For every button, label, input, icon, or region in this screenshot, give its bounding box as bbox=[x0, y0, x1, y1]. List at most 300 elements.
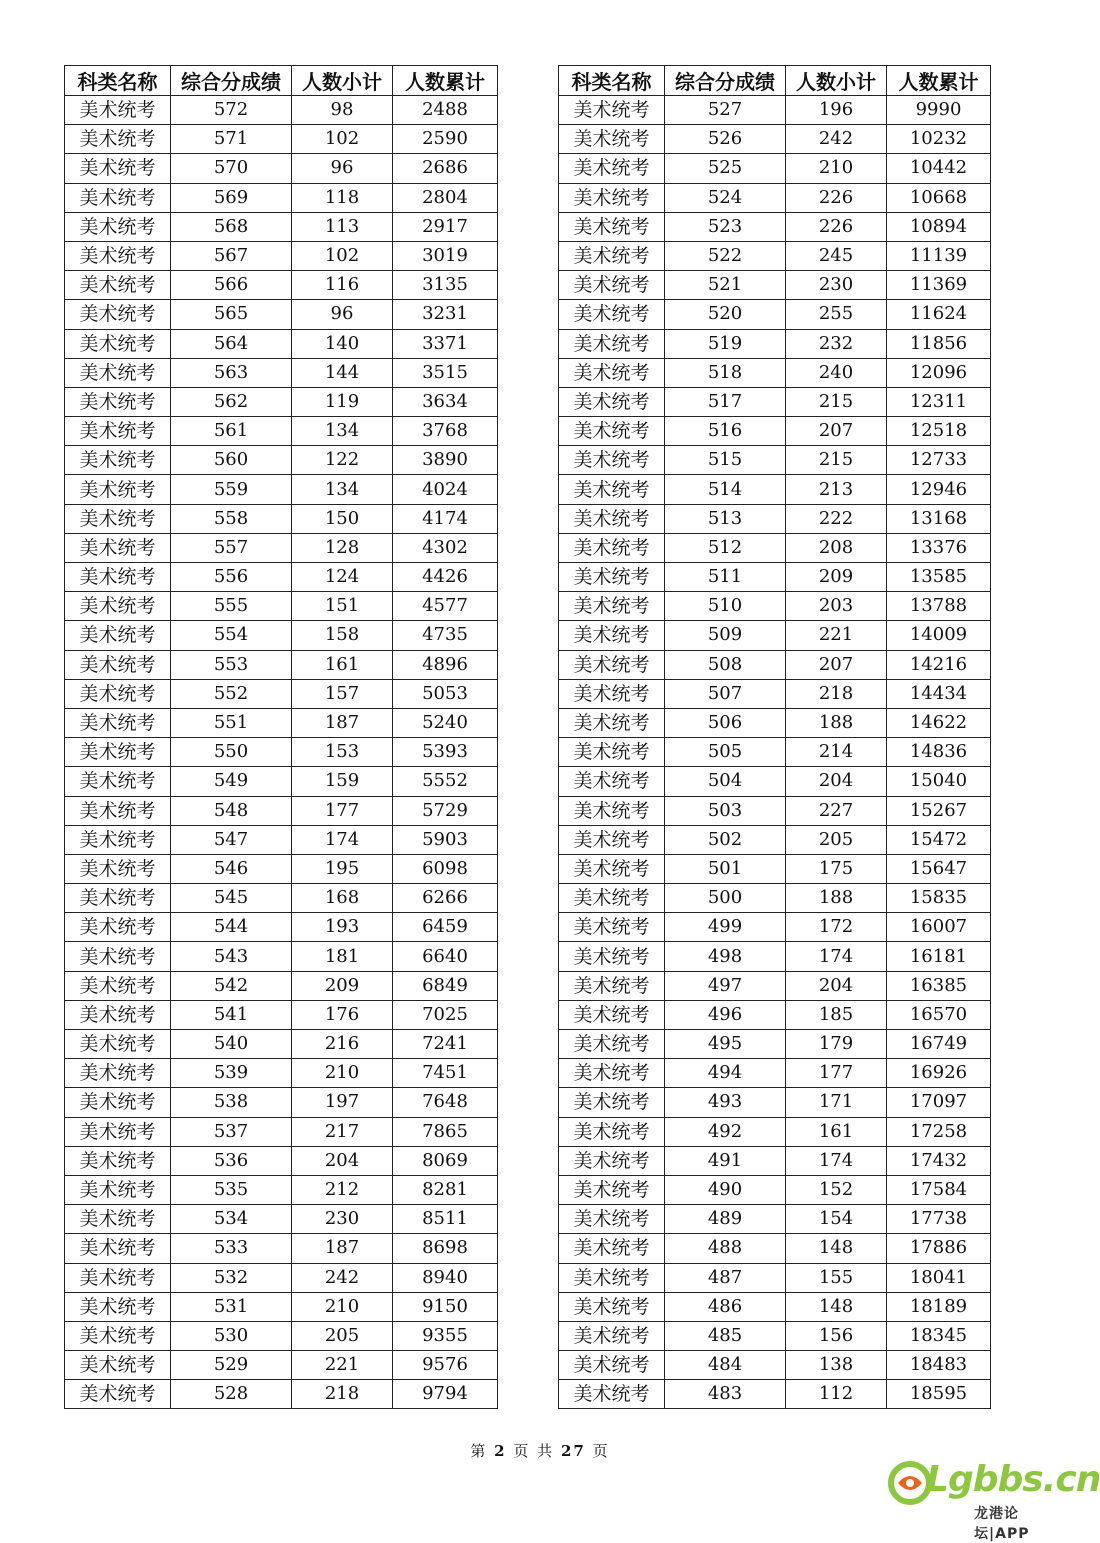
cell-score: 499 bbox=[665, 913, 786, 942]
cell-count: 144 bbox=[292, 358, 393, 387]
cell-category: 美术统考 bbox=[559, 1321, 665, 1350]
cell-count: 221 bbox=[292, 1351, 393, 1380]
cell-count: 128 bbox=[292, 533, 393, 562]
cell-score: 540 bbox=[171, 1030, 292, 1059]
cell-score: 546 bbox=[171, 854, 292, 883]
table-row bbox=[559, 329, 991, 358]
cell-category: 美术统考 bbox=[559, 592, 665, 621]
cell-count: 153 bbox=[292, 738, 393, 767]
cell-count: 204 bbox=[786, 971, 887, 1000]
cell-count: 113 bbox=[292, 212, 393, 241]
cell-count: 226 bbox=[786, 183, 887, 212]
cell-category: 美术统考 bbox=[65, 329, 171, 358]
cell-category: 美术统考 bbox=[65, 1000, 171, 1029]
cell-count: 221 bbox=[786, 621, 887, 650]
table-row bbox=[559, 650, 991, 679]
table-row bbox=[65, 942, 498, 971]
cell-category: 美术统考 bbox=[65, 1380, 171, 1409]
cell-count: 124 bbox=[292, 563, 393, 592]
table-row bbox=[65, 1088, 498, 1117]
cell-count: 204 bbox=[292, 1146, 393, 1175]
cell-category: 美术统考 bbox=[65, 971, 171, 1000]
cell-category: 美术统考 bbox=[65, 154, 171, 183]
cell-count: 215 bbox=[786, 387, 887, 416]
cell-score: 566 bbox=[171, 271, 292, 300]
table-row bbox=[65, 738, 498, 767]
cell-count: 171 bbox=[786, 1088, 887, 1117]
table-row bbox=[65, 1146, 498, 1175]
cell-score: 523 bbox=[665, 212, 786, 241]
table-row bbox=[559, 1263, 991, 1292]
cell-cumulative: 16007 bbox=[887, 913, 991, 942]
table-row bbox=[559, 913, 991, 942]
table-row bbox=[559, 1059, 991, 1088]
cell-score: 501 bbox=[665, 854, 786, 883]
table-row bbox=[65, 767, 498, 796]
column-header-cumulative: 人数累计 bbox=[393, 66, 498, 96]
cell-cumulative: 5729 bbox=[393, 796, 498, 825]
table-row bbox=[65, 971, 498, 1000]
cell-category: 美术统考 bbox=[559, 125, 665, 154]
cell-category: 美术统考 bbox=[65, 96, 171, 125]
cell-cumulative: 3135 bbox=[393, 271, 498, 300]
cell-count: 204 bbox=[786, 767, 887, 796]
cell-score: 565 bbox=[171, 300, 292, 329]
cell-count: 102 bbox=[292, 125, 393, 154]
table-row bbox=[65, 1292, 498, 1321]
table-row bbox=[65, 212, 498, 241]
cell-cumulative: 13585 bbox=[887, 563, 991, 592]
cell-count: 134 bbox=[292, 417, 393, 446]
cell-cumulative: 5053 bbox=[393, 679, 498, 708]
column-header-score: 综合分成绩 bbox=[171, 66, 292, 96]
cell-category: 美术统考 bbox=[65, 913, 171, 942]
cell-cumulative: 9355 bbox=[393, 1321, 498, 1350]
cell-score: 562 bbox=[171, 387, 292, 416]
cell-cumulative: 8698 bbox=[393, 1234, 498, 1263]
cell-count: 158 bbox=[292, 621, 393, 650]
cell-category: 美术统考 bbox=[559, 446, 665, 475]
cell-cumulative: 17258 bbox=[887, 1117, 991, 1146]
cell-count: 122 bbox=[292, 446, 393, 475]
cell-cumulative: 6266 bbox=[393, 884, 498, 913]
cell-score: 563 bbox=[171, 358, 292, 387]
cell-category: 美术统考 bbox=[65, 533, 171, 562]
cell-count: 209 bbox=[292, 971, 393, 1000]
table-row bbox=[65, 884, 498, 913]
cell-score: 522 bbox=[665, 241, 786, 270]
cell-category: 美术统考 bbox=[65, 1117, 171, 1146]
cell-count: 205 bbox=[292, 1321, 393, 1350]
cell-score: 537 bbox=[171, 1117, 292, 1146]
table-row bbox=[65, 96, 498, 125]
table-row bbox=[559, 1146, 991, 1175]
cell-score: 548 bbox=[171, 796, 292, 825]
table-row bbox=[65, 854, 498, 883]
cell-cumulative: 4174 bbox=[393, 504, 498, 533]
cell-score: 510 bbox=[665, 592, 786, 621]
table-row bbox=[559, 1088, 991, 1117]
cell-count: 119 bbox=[292, 387, 393, 416]
cell-category: 美术统考 bbox=[65, 475, 171, 504]
column-header-score: 综合分成绩 bbox=[665, 66, 786, 96]
cell-score: 550 bbox=[171, 738, 292, 767]
cell-category: 美术统考 bbox=[65, 446, 171, 475]
cell-count: 159 bbox=[292, 767, 393, 796]
cell-cumulative: 16926 bbox=[887, 1059, 991, 1088]
cell-count: 150 bbox=[292, 504, 393, 533]
table-row bbox=[559, 563, 991, 592]
table-row bbox=[65, 708, 498, 737]
cell-score: 556 bbox=[171, 563, 292, 592]
cell-category: 美术统考 bbox=[65, 125, 171, 154]
cell-score: 567 bbox=[171, 241, 292, 270]
cell-cumulative: 14434 bbox=[887, 679, 991, 708]
watermark-logo-text: Lgbbs.cn bbox=[926, 1459, 1100, 1500]
cell-category: 美术统考 bbox=[559, 1234, 665, 1263]
cell-category: 美术统考 bbox=[65, 1146, 171, 1175]
cell-category: 美术统考 bbox=[559, 1146, 665, 1175]
cell-count: 226 bbox=[786, 212, 887, 241]
cell-count: 242 bbox=[292, 1263, 393, 1292]
table-row bbox=[65, 1175, 498, 1204]
cell-count: 138 bbox=[786, 1351, 887, 1380]
cell-category: 美术统考 bbox=[559, 1292, 665, 1321]
cell-cumulative: 15472 bbox=[887, 825, 991, 854]
cell-category: 美术统考 bbox=[559, 1030, 665, 1059]
cell-category: 美术统考 bbox=[559, 884, 665, 913]
cell-score: 520 bbox=[665, 300, 786, 329]
cell-cumulative: 9990 bbox=[887, 96, 991, 125]
cell-score: 484 bbox=[665, 1351, 786, 1380]
cell-score: 525 bbox=[665, 154, 786, 183]
cell-score: 515 bbox=[665, 446, 786, 475]
table-row bbox=[65, 154, 498, 183]
cell-score: 551 bbox=[171, 708, 292, 737]
total-page-number: 27 bbox=[560, 1442, 586, 1460]
cell-score: 524 bbox=[665, 183, 786, 212]
table-row bbox=[65, 271, 498, 300]
cell-cumulative: 3515 bbox=[393, 358, 498, 387]
table-row bbox=[559, 125, 991, 154]
table-row bbox=[65, 446, 498, 475]
cell-count: 188 bbox=[786, 884, 887, 913]
cell-cumulative: 13168 bbox=[887, 504, 991, 533]
cell-cumulative: 3890 bbox=[393, 446, 498, 475]
cell-category: 美术统考 bbox=[65, 884, 171, 913]
cell-category: 美术统考 bbox=[559, 96, 665, 125]
cell-score: 571 bbox=[171, 125, 292, 154]
cell-score: 488 bbox=[665, 1234, 786, 1263]
table-row bbox=[65, 1263, 498, 1292]
cell-category: 美术统考 bbox=[65, 796, 171, 825]
table-row bbox=[65, 1205, 498, 1234]
table-row bbox=[65, 1030, 498, 1059]
cell-count: 216 bbox=[292, 1030, 393, 1059]
table-row bbox=[559, 1234, 991, 1263]
cell-category: 美术统考 bbox=[65, 650, 171, 679]
cell-count: 222 bbox=[786, 504, 887, 533]
table-row bbox=[65, 1117, 498, 1146]
cell-category: 美术统考 bbox=[559, 271, 665, 300]
cell-cumulative: 6849 bbox=[393, 971, 498, 1000]
cell-cumulative: 18345 bbox=[887, 1321, 991, 1350]
cell-count: 96 bbox=[292, 300, 393, 329]
table-row bbox=[559, 446, 991, 475]
cell-score: 492 bbox=[665, 1117, 786, 1146]
table-row bbox=[65, 1351, 498, 1380]
cell-cumulative: 5393 bbox=[393, 738, 498, 767]
cell-category: 美术统考 bbox=[559, 563, 665, 592]
cell-count: 210 bbox=[786, 154, 887, 183]
table-row bbox=[65, 358, 498, 387]
table-row bbox=[559, 1321, 991, 1350]
cell-category: 美术统考 bbox=[559, 796, 665, 825]
cell-count: 210 bbox=[292, 1292, 393, 1321]
cell-cumulative: 6640 bbox=[393, 942, 498, 971]
table-row bbox=[65, 504, 498, 533]
cell-score: 527 bbox=[665, 96, 786, 125]
cell-score: 526 bbox=[665, 125, 786, 154]
table-row bbox=[65, 563, 498, 592]
cell-category: 美术统考 bbox=[559, 387, 665, 416]
cell-cumulative: 4896 bbox=[393, 650, 498, 679]
cell-score: 517 bbox=[665, 387, 786, 416]
cell-score: 498 bbox=[665, 942, 786, 971]
cell-category: 美术统考 bbox=[559, 971, 665, 1000]
table-row bbox=[65, 417, 498, 446]
table-row bbox=[559, 271, 991, 300]
cell-cumulative: 4302 bbox=[393, 533, 498, 562]
column-header-count: 人数小计 bbox=[292, 66, 393, 96]
cell-count: 218 bbox=[292, 1380, 393, 1409]
cell-category: 美术统考 bbox=[65, 183, 171, 212]
cell-cumulative: 7451 bbox=[393, 1059, 498, 1088]
table-row bbox=[65, 533, 498, 562]
cell-count: 207 bbox=[786, 650, 887, 679]
cell-category: 美术统考 bbox=[559, 417, 665, 446]
cell-score: 561 bbox=[171, 417, 292, 446]
cell-score: 535 bbox=[171, 1175, 292, 1204]
cell-cumulative: 6098 bbox=[393, 854, 498, 883]
cell-cumulative: 11856 bbox=[887, 329, 991, 358]
cell-cumulative: 14836 bbox=[887, 738, 991, 767]
cell-category: 美术统考 bbox=[559, 825, 665, 854]
table-row bbox=[559, 679, 991, 708]
watermark-sub-text: 龙港论坛|APP bbox=[974, 1506, 1030, 1542]
cell-category: 美术统考 bbox=[65, 592, 171, 621]
cell-count: 112 bbox=[786, 1380, 887, 1409]
cell-count: 156 bbox=[786, 1321, 887, 1350]
cell-count: 172 bbox=[786, 913, 887, 942]
cell-category: 美术统考 bbox=[559, 708, 665, 737]
cell-cumulative: 10668 bbox=[887, 183, 991, 212]
cell-category: 美术统考 bbox=[65, 1059, 171, 1088]
cell-count: 118 bbox=[292, 183, 393, 212]
watermark-logo bbox=[888, 1455, 1100, 1542]
table-row bbox=[65, 650, 498, 679]
cell-count: 197 bbox=[292, 1088, 393, 1117]
cell-count: 154 bbox=[786, 1205, 887, 1234]
cell-cumulative: 16570 bbox=[887, 1000, 991, 1029]
table-row bbox=[65, 796, 498, 825]
cell-cumulative: 7025 bbox=[393, 1000, 498, 1029]
cell-category: 美术统考 bbox=[559, 1059, 665, 1088]
cell-cumulative: 8281 bbox=[393, 1175, 498, 1204]
table-row bbox=[65, 241, 498, 270]
cell-category: 美术统考 bbox=[559, 154, 665, 183]
cell-count: 177 bbox=[786, 1059, 887, 1088]
table-row bbox=[65, 387, 498, 416]
cell-score: 557 bbox=[171, 533, 292, 562]
cell-category: 美术统考 bbox=[559, 942, 665, 971]
table-row bbox=[65, 475, 498, 504]
cell-count: 187 bbox=[292, 708, 393, 737]
cell-score: 491 bbox=[665, 1146, 786, 1175]
cell-cumulative: 13788 bbox=[887, 592, 991, 621]
cell-category: 美术统考 bbox=[65, 621, 171, 650]
table-row bbox=[559, 241, 991, 270]
cell-cumulative: 3371 bbox=[393, 329, 498, 358]
cell-score: 505 bbox=[665, 738, 786, 767]
table-row bbox=[559, 1030, 991, 1059]
cell-category: 美术统考 bbox=[65, 767, 171, 796]
cell-count: 212 bbox=[292, 1175, 393, 1204]
cell-cumulative: 8511 bbox=[393, 1205, 498, 1234]
cell-category: 美术统考 bbox=[65, 504, 171, 533]
cell-category: 美术统考 bbox=[65, 1321, 171, 1350]
cell-cumulative: 12733 bbox=[887, 446, 991, 475]
cell-cumulative: 11624 bbox=[887, 300, 991, 329]
cell-cumulative: 2590 bbox=[393, 125, 498, 154]
cell-count: 176 bbox=[292, 1000, 393, 1029]
current-page-number: 2 bbox=[494, 1442, 507, 1460]
table-row bbox=[65, 329, 498, 358]
cell-count: 218 bbox=[786, 679, 887, 708]
cell-cumulative: 18595 bbox=[887, 1380, 991, 1409]
cell-count: 134 bbox=[292, 475, 393, 504]
score-table-right bbox=[558, 65, 991, 1409]
table-row bbox=[559, 1205, 991, 1234]
cell-category: 美术统考 bbox=[65, 271, 171, 300]
table-row bbox=[65, 1000, 498, 1029]
cell-category: 美术统考 bbox=[65, 1351, 171, 1380]
cell-cumulative: 9794 bbox=[393, 1380, 498, 1409]
cell-score: 538 bbox=[171, 1088, 292, 1117]
cell-category: 美术统考 bbox=[65, 212, 171, 241]
cell-count: 161 bbox=[786, 1117, 887, 1146]
cell-cumulative: 11369 bbox=[887, 271, 991, 300]
table-row bbox=[559, 621, 991, 650]
table-row bbox=[559, 417, 991, 446]
cell-score: 497 bbox=[665, 971, 786, 1000]
cell-score: 529 bbox=[171, 1351, 292, 1380]
cell-count: 174 bbox=[786, 1146, 887, 1175]
table-row bbox=[559, 592, 991, 621]
cell-count: 227 bbox=[786, 796, 887, 825]
cell-count: 168 bbox=[292, 884, 393, 913]
cell-count: 185 bbox=[786, 1000, 887, 1029]
table-row bbox=[65, 125, 498, 154]
column-header-category: 科类名称 bbox=[559, 66, 665, 96]
cell-cumulative: 18041 bbox=[887, 1263, 991, 1292]
cell-category: 美术统考 bbox=[65, 854, 171, 883]
cell-cumulative: 17886 bbox=[887, 1234, 991, 1263]
cell-count: 196 bbox=[786, 96, 887, 125]
table-row bbox=[559, 358, 991, 387]
cell-cumulative: 2488 bbox=[393, 96, 498, 125]
cell-category: 美术统考 bbox=[65, 387, 171, 416]
cell-cumulative: 4024 bbox=[393, 475, 498, 504]
cell-count: 210 bbox=[292, 1059, 393, 1088]
cell-score: 531 bbox=[171, 1292, 292, 1321]
cell-category: 美术统考 bbox=[559, 329, 665, 358]
column-header-cumulative: 人数累计 bbox=[887, 66, 991, 96]
cell-score: 516 bbox=[665, 417, 786, 446]
cell-cumulative: 3634 bbox=[393, 387, 498, 416]
cell-cumulative: 15267 bbox=[887, 796, 991, 825]
cell-category: 美术统考 bbox=[559, 358, 665, 387]
cell-cumulative: 18189 bbox=[887, 1292, 991, 1321]
table-row bbox=[559, 1175, 991, 1204]
cell-score: 569 bbox=[171, 183, 292, 212]
cell-score: 553 bbox=[171, 650, 292, 679]
cell-count: 175 bbox=[786, 854, 887, 883]
cell-count: 232 bbox=[786, 329, 887, 358]
cell-score: 519 bbox=[665, 329, 786, 358]
cell-category: 美术统考 bbox=[559, 650, 665, 679]
table-row bbox=[559, 884, 991, 913]
cell-category: 美术统考 bbox=[65, 708, 171, 737]
cell-category: 美术统考 bbox=[65, 679, 171, 708]
cell-cumulative: 12518 bbox=[887, 417, 991, 446]
cell-category: 美术统考 bbox=[559, 1351, 665, 1380]
cell-count: 174 bbox=[786, 942, 887, 971]
table-row bbox=[559, 825, 991, 854]
table-row bbox=[65, 679, 498, 708]
table-row bbox=[65, 1234, 498, 1263]
cell-score: 554 bbox=[171, 621, 292, 650]
cell-cumulative: 2804 bbox=[393, 183, 498, 212]
cell-count: 152 bbox=[786, 1175, 887, 1204]
table-row bbox=[65, 913, 498, 942]
cell-cumulative: 13376 bbox=[887, 533, 991, 562]
cell-score: 568 bbox=[171, 212, 292, 241]
cell-category: 美术统考 bbox=[559, 300, 665, 329]
cell-category: 美术统考 bbox=[559, 738, 665, 767]
table-row bbox=[65, 825, 498, 854]
cell-category: 美术统考 bbox=[65, 1292, 171, 1321]
cell-category: 美术统考 bbox=[65, 738, 171, 767]
cell-count: 187 bbox=[292, 1234, 393, 1263]
cell-score: 532 bbox=[171, 1263, 292, 1292]
cell-category: 美术统考 bbox=[65, 417, 171, 446]
cell-cumulative: 16749 bbox=[887, 1030, 991, 1059]
cell-cumulative: 8069 bbox=[393, 1146, 498, 1175]
cell-count: 179 bbox=[786, 1030, 887, 1059]
cell-score: 570 bbox=[171, 154, 292, 183]
cell-cumulative: 9150 bbox=[393, 1292, 498, 1321]
cell-cumulative: 11139 bbox=[887, 241, 991, 270]
cell-cumulative: 12946 bbox=[887, 475, 991, 504]
footer-suffix: 页 bbox=[592, 1442, 610, 1460]
cell-score: 549 bbox=[171, 767, 292, 796]
cell-score: 500 bbox=[665, 884, 786, 913]
cell-cumulative: 12311 bbox=[887, 387, 991, 416]
cell-cumulative: 15835 bbox=[887, 884, 991, 913]
cell-score: 495 bbox=[665, 1030, 786, 1059]
cell-cumulative: 16181 bbox=[887, 942, 991, 971]
